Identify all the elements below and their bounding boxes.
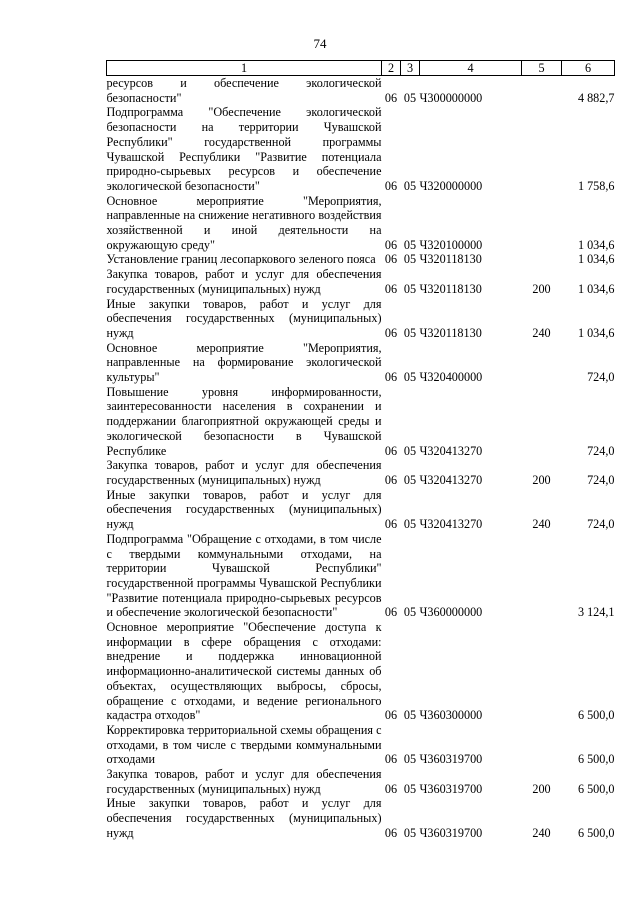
row-amount: 6 500,0 [577,825,615,840]
row-amount: 6 500,0 [577,752,615,767]
row-section: 06 [384,237,398,252]
row-amount: 1 758,6 [577,178,615,193]
row-amount: 1 034,6 [577,237,615,252]
row-subsection: 05 [403,472,417,487]
header-col-6: 6 [562,61,615,76]
row-target-code: Ч320400000 [419,370,483,385]
row-section: 06 [384,517,398,532]
row-name: Закупка товаров, работ и услуг для обеспечения государственных (муниципальных) нужд [106,767,382,796]
row-subsection: 05 [403,252,417,267]
row-target-code: Ч360300000 [419,708,483,723]
row-section: 06 [384,443,398,458]
row-name: Подпрограмма "Обеспечение экологической безопасности на территории Чувашской Республики" государственной программы Чувашской Республики "Развитие потенциала природно-сырьевых ресурсов и обеспечение экологической безопасности" [106,105,382,193]
header-row [107,61,615,76]
row-name: Основное мероприятие "Мероприятия, направленные на снижение негативного воздействия хозяйственной и иной деятельности на окружающую среду" [106,193,382,252]
row-subsection: 05 [403,605,417,620]
row-expense-type [522,341,562,385]
row-target-code: Ч320413270 [419,472,483,487]
row-name: Подпрограмма "Обращение с отходами, в том числе с твердыми коммунальными отходами, на территории Чувашской Республики" государственной программы Чувашской Республики "Развитие потенциала природно-сырьевых ресурсов и обеспечение экологической безопасности" [106,531,382,620]
table-row [107,252,615,267]
row-name: Установление границ лесопаркового зеленого пояса [106,252,376,267]
row-expense-type: 200 [532,472,551,487]
table-row [107,458,615,487]
header-col-5: 5 [522,61,562,76]
row-expense-type [522,723,562,767]
table-row [107,723,615,767]
row-name: Основное мероприятие "Обеспечение доступа к информации в сфере обращения с отходами: внедрение и поддержка инновационной информационно-аналитической системы данных об объектах, осуществляющих выбросы, сбросы, обращение с отходами, и ведение регионального кадастра отходов" [106,620,382,723]
row-name: Повышение уровня информированности, заинтересованности населения в сохранении и поддержании благоприятной окружающей среды и экологической безопасности в Чувашской Республике [106,384,382,458]
header-col-3: 3 [401,61,420,76]
row-expense-type [522,252,562,267]
row-amount: 724,0 [587,517,615,532]
row-section: 06 [384,370,398,385]
row-expense-type [522,532,562,620]
row-section: 06 [384,605,398,620]
row-target-code: Ч300000000 [419,90,483,105]
table-row [107,488,615,532]
row-amount: 1 034,6 [577,252,615,267]
table-row [107,105,615,193]
row-subsection: 05 [403,281,417,296]
table-row [107,796,615,840]
table-row [107,194,615,253]
row-expense-type: 240 [532,517,551,532]
row-name: Иные закупки товаров, работ и услуг для обеспечения государственных (муниципальных) нужд [106,796,382,840]
row-amount: 1 034,6 [577,281,615,296]
table-row [107,767,615,796]
row-expense-type: 200 [532,281,551,296]
row-name: Иные закупки товаров, работ и услуг для обеспечения государственных (муниципальных) нужд [106,296,382,340]
row-amount: 724,0 [587,370,615,385]
table-row [107,620,615,723]
row-amount: 724,0 [587,472,615,487]
row-amount: 6 500,0 [577,708,615,723]
row-amount: 724,0 [587,443,615,458]
row-subsection: 05 [403,517,417,532]
header-col-1: 1 [107,61,382,76]
row-target-code: Ч360319700 [419,825,483,840]
row-expense-type: 200 [532,781,551,796]
row-section: 06 [384,325,398,340]
table-row [107,297,615,341]
row-name: Закупка товаров, работ и услуг для обеспечения государственных (муниципальных) нужд [106,267,382,296]
row-expense-type [522,194,562,253]
table-row [107,76,615,106]
row-amount: 4 882,7 [577,90,615,105]
row-subsection: 05 [403,325,417,340]
page-number: 74 [313,36,327,51]
row-target-code: Ч320118130 [419,281,482,296]
header-col-2: 2 [382,61,401,76]
row-expense-type [522,105,562,193]
row-section: 06 [384,252,398,267]
row-section: 06 [384,781,398,796]
row-amount: 3 124,1 [577,605,615,620]
budget-table [106,60,615,841]
row-section: 06 [384,281,398,296]
row-expense-type: 240 [532,825,551,840]
row-section: 06 [384,178,398,193]
row-target-code: Ч320118130 [419,252,482,267]
row-name: Закупка товаров, работ и услуг для обеспечения государственных (муниципальных) нужд [106,458,382,487]
row-subsection: 05 [403,752,417,767]
row-target-code: Ч320000000 [419,178,483,193]
row-subsection: 05 [403,825,417,840]
row-target-code: Ч360319700 [419,752,483,767]
table-row [107,385,615,459]
row-subsection: 05 [403,237,417,252]
row-target-code: Ч360000000 [419,605,483,620]
row-name: Иные закупки товаров, работ и услуг для обеспечения государственных (муниципальных) нужд [106,487,382,532]
row-section: 06 [384,752,398,767]
row-name: ресурсов и обеспечение экологической безопасности" [106,76,382,105]
row-subsection: 05 [403,781,417,796]
row-expense-type: 240 [532,325,551,340]
row-amount: 1 034,6 [577,325,615,340]
row-name: Основное мероприятие "Мероприятия, направленные на формирование экологической культуры" [106,340,382,385]
row-expense-type [522,385,562,459]
row-target-code: Ч320413270 [419,443,483,458]
row-subsection: 05 [403,708,417,723]
row-subsection: 05 [403,178,417,193]
row-section: 06 [384,708,398,723]
row-subsection: 05 [403,443,417,458]
table-row [107,532,615,620]
row-expense-type [522,76,562,106]
row-target-code: Ч320118130 [419,325,482,340]
row-section: 06 [384,472,398,487]
row-target-code: Ч360319700 [419,781,483,796]
row-subsection: 05 [403,370,417,385]
row-amount: 6 500,0 [577,781,615,796]
table-row [107,267,615,296]
row-target-code: Ч320413270 [419,517,483,532]
row-section: 06 [384,90,398,105]
row-subsection: 05 [403,90,417,105]
row-target-code: Ч320100000 [419,237,483,252]
header-col-4: 4 [420,61,522,76]
row-section: 06 [384,825,398,840]
table-row [107,341,615,385]
row-expense-type [522,620,562,723]
row-name: Корректировка территориальной схемы обращения с отходами, в том числе с твердыми коммунальными отходами [106,722,382,767]
